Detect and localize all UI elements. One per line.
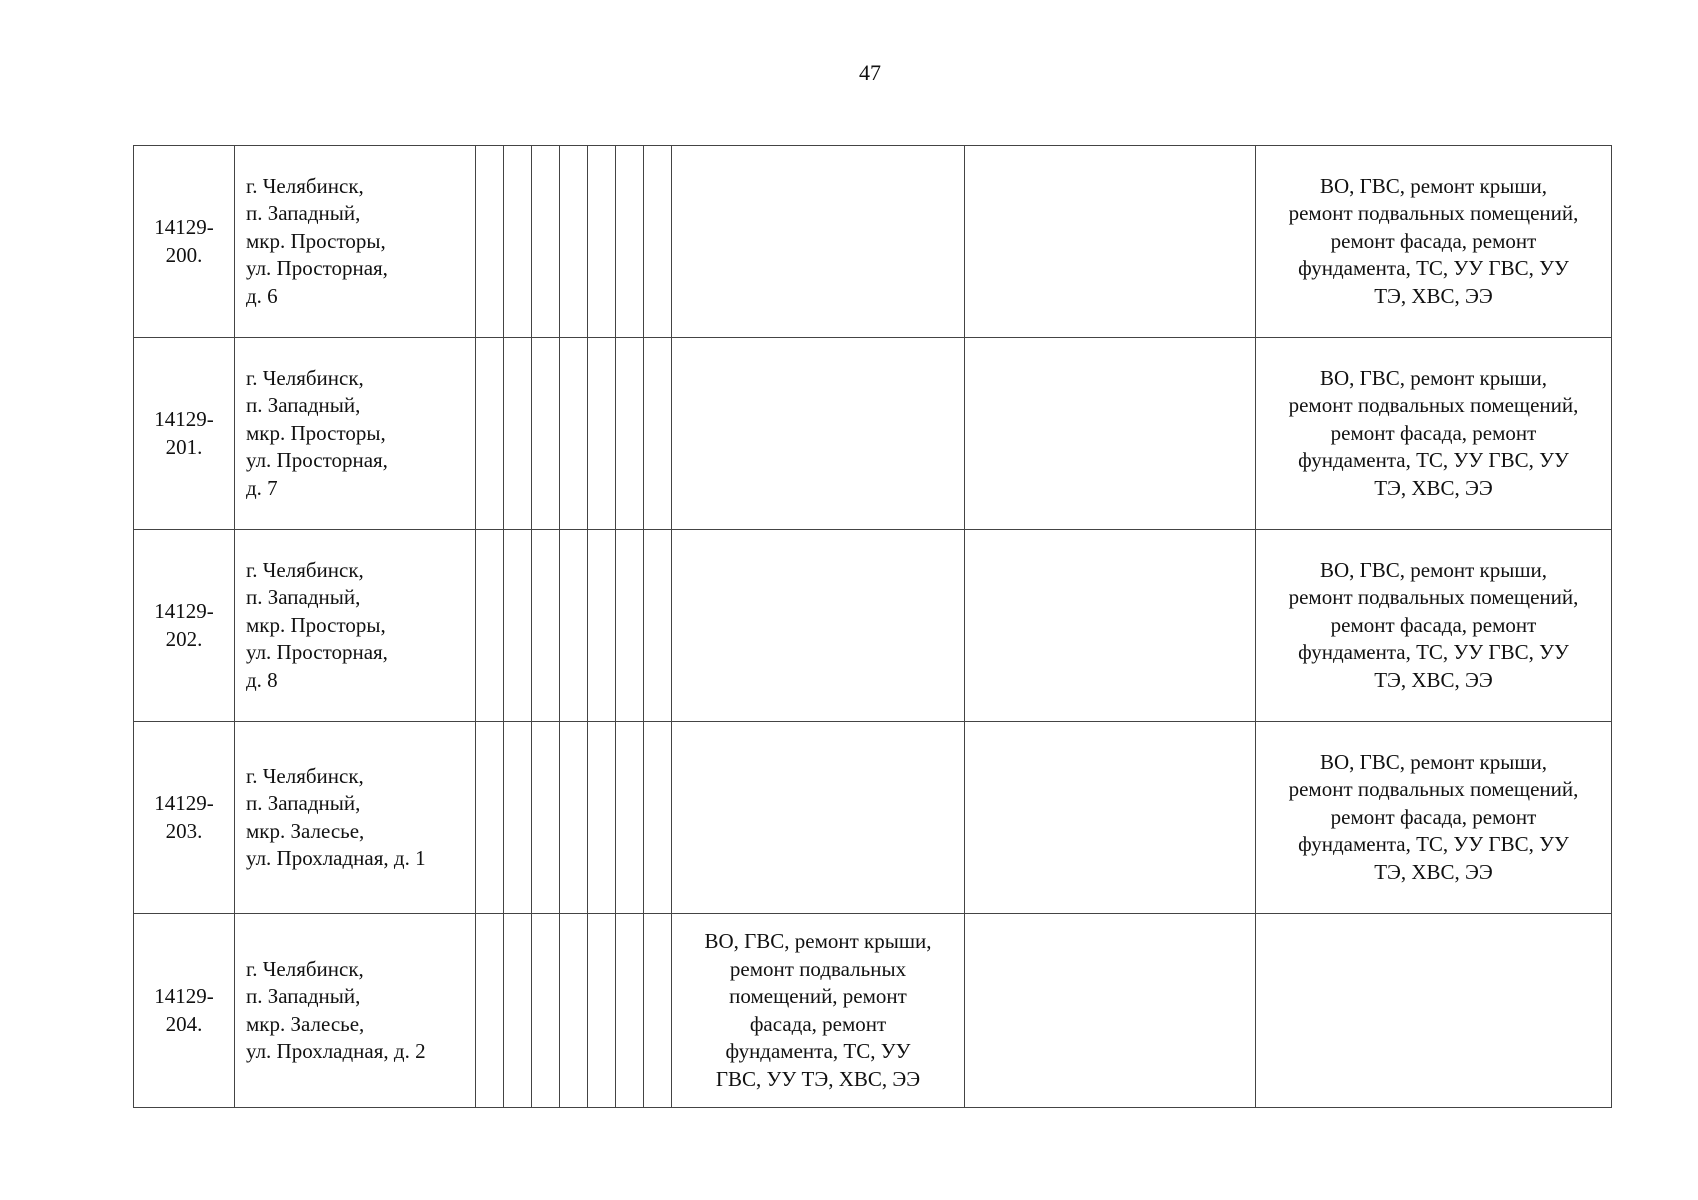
row-number-cell	[134, 914, 235, 1108]
row-number-line: 202.	[165, 626, 203, 651]
address-line: д. 6	[246, 283, 278, 308]
address-line: п. Западный,	[246, 984, 361, 1008]
address-line: ул. Прохладная, д. 1	[246, 846, 426, 870]
works-cell-a	[672, 530, 965, 722]
address-line: г. Челябинск,	[246, 365, 364, 390]
row-number-cell	[134, 338, 235, 530]
address-cell	[235, 722, 476, 914]
narrow-empty-cell	[476, 338, 504, 530]
address-line: п. Западный,	[246, 791, 361, 815]
address-line: д. 8	[246, 667, 278, 692]
narrow-empty-cell	[504, 530, 532, 722]
narrow-empty-cell	[616, 338, 644, 530]
works-cell-c	[1256, 722, 1612, 914]
narrow-empty-cell	[504, 914, 532, 1108]
works-line: фасада, ремонт	[749, 1011, 887, 1036]
address-line: мкр. Залесье,	[246, 1011, 365, 1036]
works-line: ВО, ГВС, ремонт крыши,	[1319, 173, 1548, 198]
works-cell-b	[965, 338, 1256, 530]
table-row	[134, 530, 1612, 722]
address-line: ул. Прохладная, д. 2	[246, 1039, 426, 1063]
narrow-empty-cell	[532, 914, 560, 1108]
narrow-empty-cell	[476, 146, 504, 338]
narrow-empty-cell	[644, 530, 672, 722]
narrow-empty-cell	[504, 146, 532, 338]
works-line: ТЭ, ХВС, ЭЭ	[1374, 475, 1493, 500]
works-line: ремонт подвальных помещений,	[1288, 393, 1579, 418]
address-line: п. Западный,	[246, 585, 361, 610]
address-line: д. 7	[246, 475, 278, 500]
works-line: ремонт фасада, ремонт	[1330, 804, 1537, 829]
works-cell-c	[1256, 146, 1612, 338]
address-line: г. Челябинск,	[246, 763, 364, 788]
row-number-line: 14129-	[154, 599, 214, 623]
narrow-empty-cell	[476, 530, 504, 722]
works-cell-a	[672, 338, 965, 530]
works-line: помещений, ремонт	[729, 984, 907, 1008]
row-number-cell	[134, 722, 235, 914]
works-line: фундамента, ТС, УУ	[725, 1039, 911, 1063]
address-line: мкр. Просторы,	[246, 420, 386, 445]
works-cell-a	[672, 722, 965, 914]
narrow-empty-cell	[588, 146, 616, 338]
works-line: ремонт фасада, ремонт	[1330, 228, 1537, 253]
narrow-empty-cell	[588, 530, 616, 722]
works-line: ТЭ, ХВС, ЭЭ	[1374, 667, 1493, 692]
works-line: ремонт подвальных помещений,	[1288, 201, 1579, 226]
address-line: п. Западный,	[246, 393, 361, 418]
address-line: г. Челябинск,	[246, 956, 364, 981]
address-line: мкр. Просторы,	[246, 228, 386, 253]
address-line: ул. Просторная,	[246, 448, 388, 473]
table-row	[134, 722, 1612, 914]
row-number-line: 203.	[165, 818, 203, 843]
narrow-empty-cell	[616, 146, 644, 338]
narrow-empty-cell	[476, 722, 504, 914]
narrow-empty-cell	[588, 338, 616, 530]
row-number-cell	[134, 146, 235, 338]
works-cell-b	[965, 530, 1256, 722]
address-line: мкр. Залесье,	[246, 818, 365, 843]
address-cell	[235, 338, 476, 530]
works-cell-a	[672, 914, 965, 1108]
works-line: ГВС, УУ ТЭ, ХВС, ЭЭ	[715, 1066, 921, 1091]
address-line: мкр. Просторы,	[246, 612, 386, 637]
table-row	[134, 146, 1612, 338]
works-line: ремонт фасада, ремонт	[1330, 612, 1537, 637]
row-number-line: 14129-	[154, 791, 214, 815]
address-line: п. Западный,	[246, 201, 361, 226]
works-line: ремонт подвальных помещений,	[1288, 777, 1579, 802]
narrow-empty-cell	[532, 722, 560, 914]
narrow-empty-cell	[476, 914, 504, 1108]
works-line: ВО, ГВС, ремонт крыши,	[1319, 365, 1548, 390]
narrow-empty-cell	[560, 914, 588, 1108]
address-line: ул. Просторная,	[246, 256, 388, 281]
works-line: ВО, ГВС, ремонт крыши,	[704, 929, 932, 953]
works-line: ТЭ, ХВС, ЭЭ	[1374, 859, 1493, 884]
narrow-empty-cell	[504, 722, 532, 914]
works-line: ремонт подвальных	[729, 956, 907, 981]
works-line: фундамента, ТС, УУ ГВС, УУ	[1298, 448, 1569, 473]
narrow-empty-cell	[644, 914, 672, 1108]
table-row	[134, 338, 1612, 530]
registry-table	[133, 145, 1612, 1108]
address-line: г. Челябинск,	[246, 173, 364, 198]
narrow-empty-cell	[616, 530, 644, 722]
works-cell-c	[1256, 338, 1612, 530]
works-line: ремонт подвальных помещений,	[1288, 585, 1579, 610]
row-number-line: 14129-	[154, 407, 214, 431]
address-cell	[235, 914, 476, 1108]
narrow-empty-cell	[588, 914, 616, 1108]
works-line: фундамента, ТС, УУ ГВС, УУ	[1298, 832, 1569, 857]
works-line: ремонт фасада, ремонт	[1330, 420, 1537, 445]
row-number-cell	[134, 530, 235, 722]
row-number-line: 200.	[165, 242, 203, 267]
row-number-line: 204.	[165, 1011, 203, 1036]
narrow-empty-cell	[560, 146, 588, 338]
narrow-empty-cell	[644, 338, 672, 530]
narrow-empty-cell	[616, 914, 644, 1108]
narrow-empty-cell	[560, 338, 588, 530]
works-line: ТЭ, ХВС, ЭЭ	[1374, 283, 1493, 308]
works-line: ВО, ГВС, ремонт крыши,	[1319, 749, 1548, 774]
narrow-empty-cell	[644, 722, 672, 914]
address-cell	[235, 530, 476, 722]
works-cell-b	[965, 146, 1256, 338]
page-number: 47	[859, 60, 881, 85]
narrow-empty-cell	[504, 338, 532, 530]
row-number-line: 14129-	[154, 984, 214, 1008]
works-line: ВО, ГВС, ремонт крыши,	[1319, 557, 1548, 582]
narrow-empty-cell	[588, 722, 616, 914]
narrow-empty-cell	[532, 338, 560, 530]
narrow-empty-cell	[560, 530, 588, 722]
works-cell-c	[1256, 914, 1612, 1108]
works-cell-c	[1256, 530, 1612, 722]
narrow-empty-cell	[560, 722, 588, 914]
narrow-empty-cell	[644, 146, 672, 338]
works-line: фундамента, ТС, УУ ГВС, УУ	[1298, 640, 1569, 665]
address-line: ул. Просторная,	[246, 640, 388, 665]
narrow-empty-cell	[616, 722, 644, 914]
row-number-line: 201.	[165, 434, 203, 459]
works-cell-a	[672, 146, 965, 338]
table-body	[134, 146, 1612, 1108]
narrow-empty-cell	[532, 146, 560, 338]
narrow-empty-cell	[532, 530, 560, 722]
table-row	[134, 914, 1612, 1108]
works-cell-b	[965, 722, 1256, 914]
address-cell	[235, 146, 476, 338]
works-cell-b	[965, 914, 1256, 1108]
address-line: г. Челябинск,	[246, 557, 364, 582]
row-number-line: 14129-	[154, 215, 214, 239]
works-line: фундамента, ТС, УУ ГВС, УУ	[1298, 256, 1569, 281]
